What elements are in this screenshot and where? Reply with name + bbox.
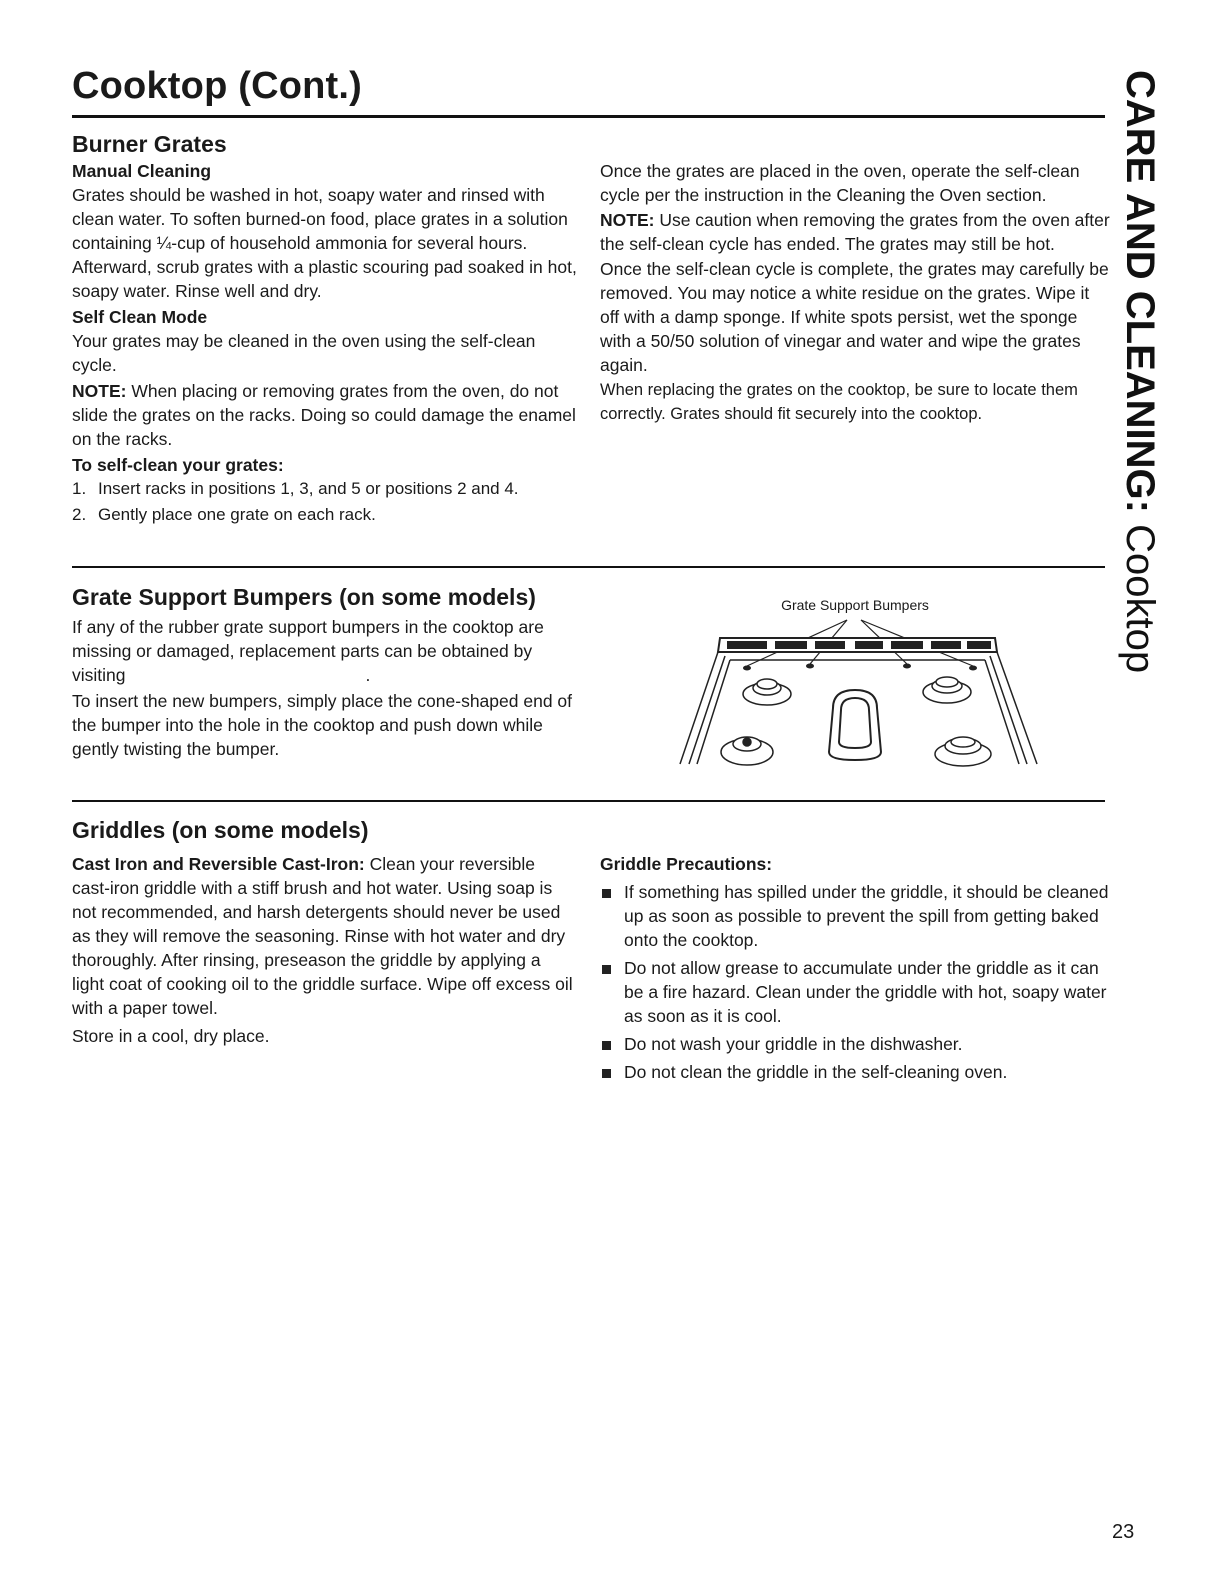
precautions-list <box>600 880 1110 1084</box>
self-clean-text: Your grates may be cleaned in the oven using the self-clean cycle. <box>72 331 536 375</box>
burner-grates-left-column <box>72 159 577 529</box>
burner-front-right <box>935 737 991 766</box>
square-bullet-icon <box>602 1069 611 1078</box>
note-label: NOTE: <box>600 210 655 230</box>
back-rail-segments <box>727 641 991 649</box>
title-divider <box>72 115 1105 118</box>
page-number: 23 <box>1112 1521 1135 1543</box>
cooktop-right-edge <box>985 652 1037 764</box>
section-divider <box>72 566 1105 568</box>
griddles-heading: Griddles (on some models) <box>72 817 369 843</box>
side-tab <box>1118 70 1162 674</box>
store-text: Store in a cool, dry place. <box>72 1026 270 1046</box>
step-item <box>72 477 577 501</box>
note-text: When placing or removing grates from the oven, do not slide the grates on the racks. Doing so could damage the enamel on the racks. <box>72 381 576 449</box>
burner-back-left <box>743 679 791 705</box>
cast-iron-label: Cast Iron and Reversible Cast-Iron: <box>72 854 365 874</box>
burner-center-oval <box>829 690 881 760</box>
bumpers-parts-text <box>72 615 577 687</box>
square-bullet-icon <box>602 889 611 898</box>
bumpers-insert-text: To insert the new bumpers, simply place the cone-shaped end of the bumper into the hole in the cooktop and push down while gently twisting the bumper. <box>72 691 573 759</box>
bumpers-heading: Grate Support Bumpers (on some models) <box>72 584 536 610</box>
burner-front-left <box>721 737 773 765</box>
griddles-left-column <box>72 852 577 1048</box>
note-text: Use caution when removing the grates from the oven after the self-clean cycle has ended. The grates may still be hot. <box>600 210 1110 254</box>
note-hot-grates <box>600 208 1110 256</box>
step-text: Insert racks in positions 1, 3, and 5 or positions 2 and 4. <box>98 479 519 498</box>
side-tab-section: CARE AND CLEANING: <box>1118 70 1162 513</box>
precautions-heading: Griddle Precautions: <box>600 854 773 874</box>
step-text: Gently place one grate on each rack. <box>98 505 376 524</box>
white-residue-text: Once the self-clean cycle is complete, the grates may carefully be removed. You may notice a white residue on the grates. Wipe it off with a damp sponge. If white spots persist, wet the sponge with a 50/50 solution of vinegar and water and wipe the grates again. <box>600 259 1109 375</box>
griddles-right-column <box>600 852 1110 1088</box>
burner-back-right <box>923 677 971 703</box>
precaution-text: If something has spilled under the griddle, it should be cleaned up as soon as possible to prevent the spill from getting baked onto the cooktop. <box>624 882 1109 950</box>
list-item <box>600 1032 1110 1056</box>
list-item <box>600 956 1110 1028</box>
section-divider <box>72 800 1105 802</box>
step-number: 2. <box>72 505 87 524</box>
square-bullet-icon <box>602 1041 611 1050</box>
burner-grates-right-column <box>600 159 1110 426</box>
burner-grates-heading: Burner Grates <box>72 131 227 157</box>
cast-iron-body: Clean your reversible cast-iron griddle with a stiff brush and hot water. Using soap is not recommended, and harsh detergents should never be used as they will remove the seasoning. Rinse with hot water and dry thoroughly. After rinsing, preseason the griddle by applying a light coat of cooking oil to the griddle surface. Wipe off excess oil with a paper towel. <box>72 854 573 1018</box>
page-title: Cooktop (Cont.) <box>72 65 363 107</box>
steps-heading: To self-clean your grates: <box>72 455 284 475</box>
list-item <box>600 880 1110 952</box>
manual-cleaning-text: Grates should be washed in hot, soapy water and rinsed with clean water. To soften burned-on food, place grates in a solution containing ¼-cup of household ammonia for several hours. Afterward, scrub grates with a plastic scouring pad soaked in hot, soapy water. Rinse well and dry. <box>72 185 577 301</box>
precaution-text: Do not allow grease to accumulate under the griddle as it can be a fire hazard. Clean under the griddle with hot, soapy water as soon as it is cool. <box>624 958 1107 1026</box>
step-item <box>72 503 577 527</box>
manual-cleaning-heading: Manual Cleaning <box>72 161 212 181</box>
self-clean-steps <box>72 477 577 527</box>
list-item <box>600 1060 1110 1084</box>
bumper-dots <box>743 664 977 671</box>
figure-caption: Grate Support Bumpers <box>781 597 929 613</box>
self-clean-heading: Self Clean Mode <box>72 307 208 327</box>
bumpers-text-column <box>72 615 577 761</box>
replace-grates-text: When replacing the grates on the cooktop, be sure to locate them correctly. Grates should fit securely into the cooktop. <box>600 381 1078 423</box>
note-sliding-grates <box>72 379 577 451</box>
bumpers-parts-text-period: . <box>365 665 371 685</box>
note-label: NOTE: <box>72 381 127 401</box>
cooktop-bumpers-illustration <box>675 612 1045 767</box>
side-tab-topic: Cooktop <box>1118 524 1162 674</box>
precaution-text: Do not wash your griddle in the dishwasher. <box>624 1034 963 1054</box>
step-number: 1. <box>72 479 87 498</box>
oven-self-clean-text: Once the grates are placed in the oven, operate the self-clean cycle per the instruction in the Cleaning the Oven section. <box>600 161 1080 205</box>
precaution-text: Do not clean the griddle in the self-cleaning oven. <box>624 1062 1008 1082</box>
square-bullet-icon <box>602 965 611 974</box>
bumpers-parts-text-body: If any of the rubber grate support bumpers in the cooktop are missing or damaged, replacement parts can be obtained by visiting <box>72 617 544 685</box>
cast-iron-text <box>72 852 577 1020</box>
